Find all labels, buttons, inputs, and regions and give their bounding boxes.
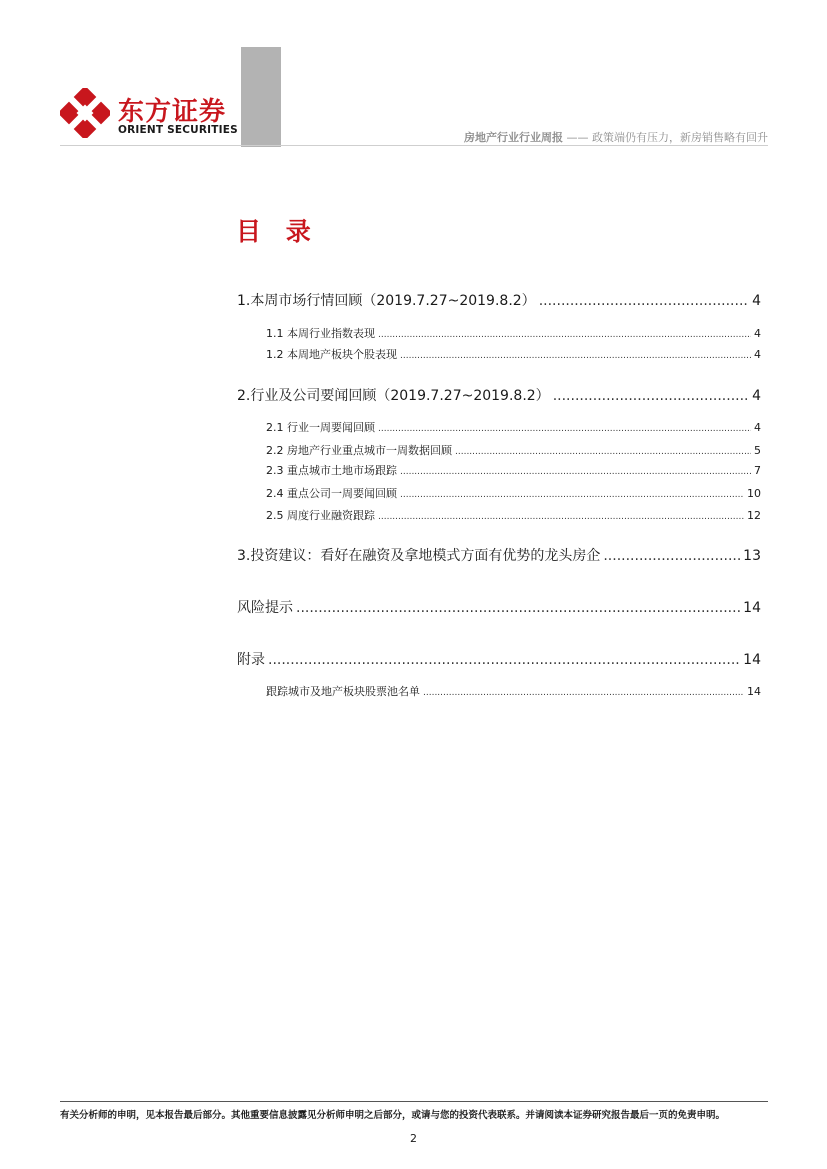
report-series: 房地产行业行业周报 [464, 131, 563, 144]
toc-entry-2-2[interactable] [266, 442, 761, 458]
toc-leader-dots [378, 330, 751, 340]
toc-entry-label: 1.2 本周地产板块个股表现 [266, 348, 397, 361]
toc-entry-2[interactable] [237, 385, 761, 405]
toc-leader-dots [423, 688, 744, 698]
toc-entry-label: 跟踪城市及地产板块股票池名单 [266, 685, 420, 698]
toc-entry-page: 4 [754, 327, 761, 340]
toc-entry-1-2[interactable] [266, 346, 761, 362]
toc-entry-appendix[interactable] [237, 649, 761, 669]
toc-entry-label: 1.本周市场行情回顾（2019.7.27~2019.8.2） [237, 293, 536, 309]
toc-leader-dots [553, 388, 749, 404]
toc-entry-page: 13 [743, 548, 761, 564]
header-divider [60, 145, 768, 146]
toc-entry-label: 2.3 重点城市土地市场跟踪 [266, 464, 397, 477]
page-number: 2 [410, 1132, 417, 1145]
toc-entry-risk[interactable] [237, 597, 761, 617]
toc-leader-dots [455, 447, 751, 457]
toc-entry-page: 12 [747, 509, 761, 522]
toc-entry-label: 2.2 房地产行业重点城市一周数据回顾 [266, 444, 452, 457]
logo-chinese-name: 东方证券 [118, 97, 227, 127]
header-gray-block [241, 47, 281, 147]
toc-entry-page: 4 [752, 293, 761, 309]
toc-entry-page: 4 [754, 348, 761, 361]
toc-entry-page: 10 [747, 487, 761, 500]
report-header-title [455, 129, 768, 145]
toc-entry-page: 4 [752, 388, 761, 404]
toc-entry-appendix-1[interactable] [266, 683, 761, 699]
toc-entry-page: 14 [743, 600, 761, 616]
orient-securities-logo [60, 88, 238, 140]
orient-logo-icon [60, 88, 110, 138]
report-subtitle: —— 政策端仍有压力，新房销售略有回升 [563, 131, 768, 144]
footer-disclaimer: 有关分析师的申明，见本报告最后部分。其他重要信息披露见分析师申明之后部分，或请与您的投资代表联系。并请阅读本证券研究报告最后一页的免责申明。 [60, 1110, 726, 1121]
toc-entry-2-4[interactable] [266, 485, 761, 501]
toc-leader-dots [400, 351, 751, 361]
toc-entry-1-1[interactable] [266, 325, 761, 341]
toc-leader-dots [378, 424, 751, 434]
toc-entry-2-5[interactable] [266, 507, 761, 523]
toc-entry-label: 2.行业及公司要闻回顾（2019.7.27~2019.8.2） [237, 388, 550, 404]
toc-entry-label: 3.投资建议：看好在融资及拿地模式方面有优势的龙头房企 [237, 548, 601, 564]
toc-leader-dots [400, 490, 744, 500]
logo-english-name: ORIENT SECURITIES [118, 124, 238, 136]
toc-entry-2-1[interactable] [266, 419, 761, 435]
toc-entry-page: 5 [754, 444, 761, 457]
toc-entry-label: 2.4 重点公司一周要闻回顾 [266, 487, 397, 500]
toc-leader-dots [539, 293, 749, 309]
toc-entry-label: 2.1 行业一周要闻回顾 [266, 421, 375, 434]
toc-entry-label: 附录 [237, 652, 265, 668]
toc-leader-dots [378, 512, 744, 522]
toc-leader-dots [400, 467, 751, 477]
toc-entry-label: 风险提示 [237, 600, 293, 616]
toc-leader-dots [268, 652, 740, 668]
toc-entry-page: 7 [754, 464, 761, 477]
footer-divider [60, 1101, 768, 1102]
toc-entry-page: 4 [754, 421, 761, 434]
toc-entry-page: 14 [743, 652, 761, 668]
toc-entry-label: 1.1 本周行业指数表现 [266, 327, 375, 340]
toc-entry-1[interactable] [237, 290, 761, 310]
toc-entry-label: 2.5 周度行业融资跟踪 [266, 509, 375, 522]
toc-entry-2-3[interactable] [266, 462, 761, 478]
toc-entry-page: 14 [747, 685, 761, 698]
toc-entry-3[interactable] [237, 545, 761, 565]
toc-leader-dots [603, 548, 740, 564]
toc-title: 目 录 [236, 217, 319, 246]
toc-leader-dots [296, 600, 740, 616]
